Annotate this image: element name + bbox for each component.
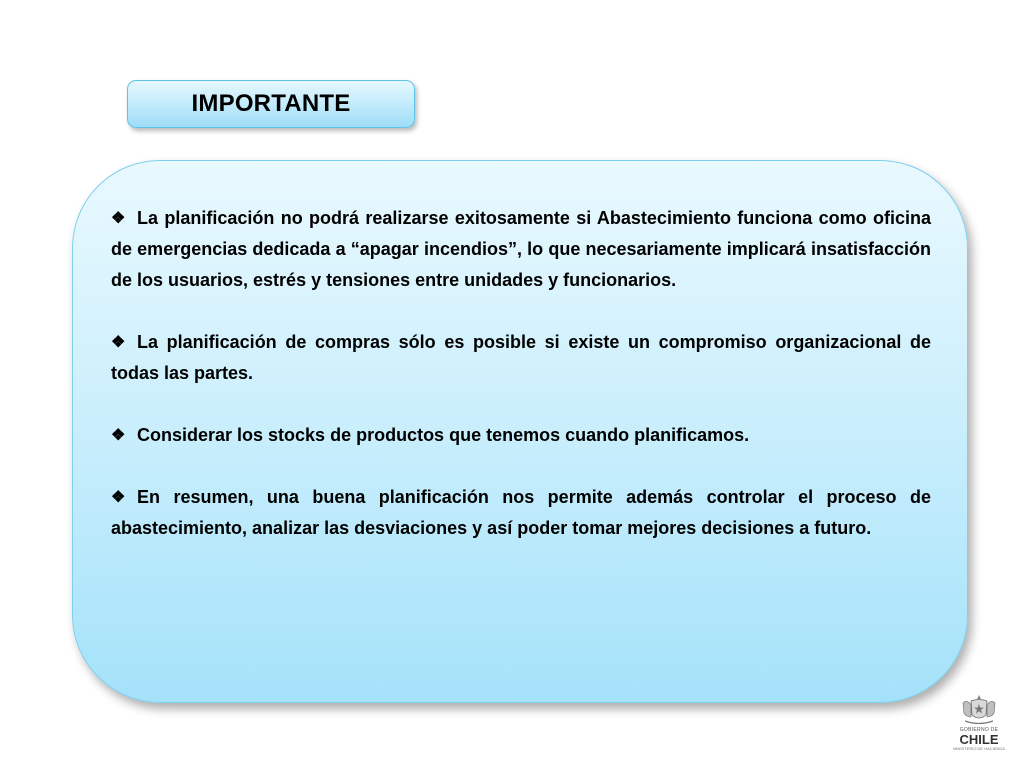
bullet-item — [111, 420, 931, 451]
gobierno-de-chile-logo — [952, 693, 1006, 759]
diamond-bullet-icon: ❖ — [111, 334, 126, 351]
bullet-text: La planificación de compras sólo es posible si existe un compromiso organizacional de todas las partes. — [111, 332, 931, 383]
coat-of-arms-icon — [959, 693, 999, 727]
bullet-item — [111, 203, 931, 296]
bullet-item — [111, 327, 931, 389]
slide-title: IMPORTANTE — [191, 90, 351, 117]
diamond-bullet-icon: ❖ — [111, 427, 126, 444]
bullet-list — [111, 203, 931, 575]
logo-top-text: GOBIERNO DE — [959, 727, 999, 733]
bullet-text: Considerar los stocks de productos que tenemos cuando planificamos. — [137, 425, 750, 445]
diamond-bullet-icon: ❖ — [111, 489, 126, 506]
bullet-text: La planificación no podrá realizarse exitosamente si Abastecimiento funciona como oficina de emergencias dedicada a “apagar incendios”, lo que necesariamente implicará insatisfacción de los usuarios, estrés y tensiones entre unidades y funcionarios. — [111, 208, 931, 290]
logo-sub-text: MINISTERIO DE HACIENDA — [953, 746, 1005, 751]
bullet-item — [111, 482, 931, 544]
title-box — [127, 80, 415, 128]
bullet-text: En resumen, una buena planificación nos permite además controlar el proceso de abastecimiento, analizar las desviaciones y así poder tomar mejores decisiones a futuro. — [111, 487, 931, 538]
diamond-bullet-icon: ❖ — [111, 210, 126, 227]
content-box — [72, 160, 968, 703]
logo-name: CHILE — [959, 732, 999, 747]
